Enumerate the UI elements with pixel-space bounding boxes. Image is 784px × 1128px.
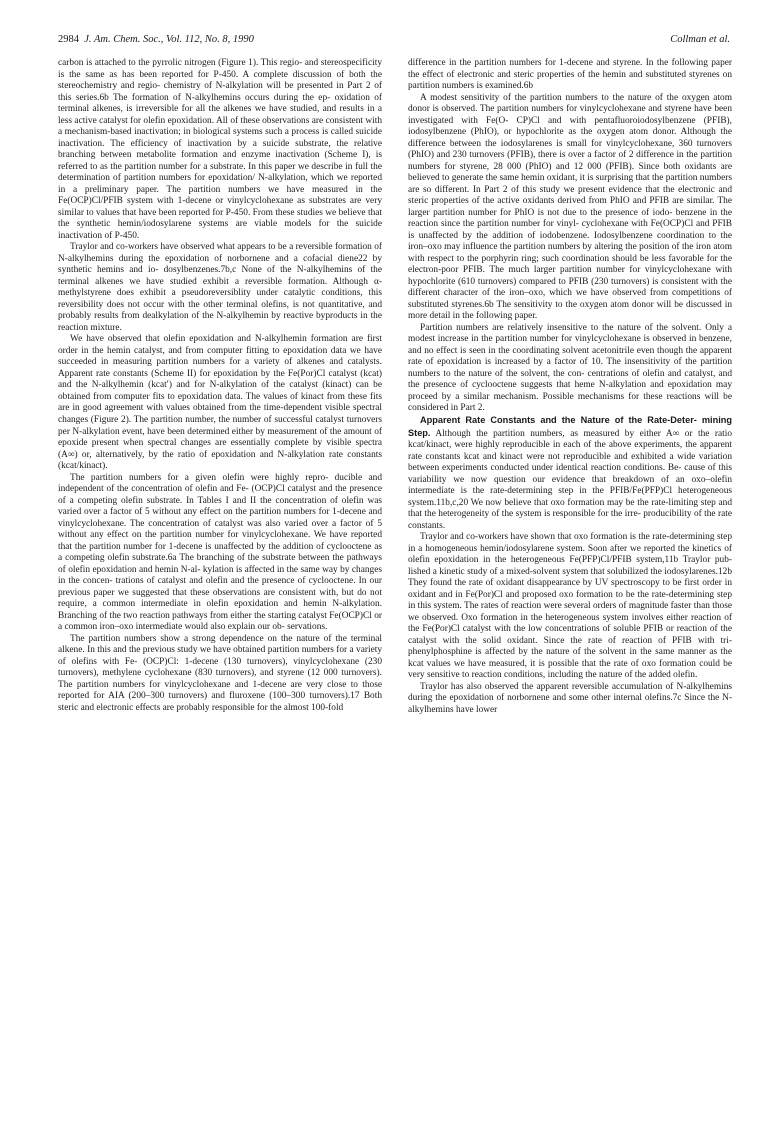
paragraph: carbon is attached to the pyrrolic nitrogen (Figure 1). This regio- and stereospecificity is the same as has been reported for P-450. A complete discussion of both the stereochemistry and regio- chemistry of N-alkylation will be presented in Part 2 of this series.6b The formation of N-alkylhemins occurs during the ep- oxidation of terminal alkenes, is irreversible for all the alkenes we have studied, and results in a less active catalyst for olefin epoxidation. All of these observations are consistent with a mechanism-based inactivation; in biological systems such a process is called suicide inactivation. The efficiency of inactivation by a suicide substrate, the relative branching between metabolite formation and enzyme inactivation (Scheme I), is referred to as the partition number for a substrate. In this paper we describe in full the determination of partition numbers for epoxidation/ N-alkylation, which we reported in a preliminary paper. The partition numbers we have measured in the Fe(OCP)Cl/PFIB system with 1-decene or vinylcyclohexane as substrates are very similar to values that have been reported for P-450. From these studies we believe that the synthetic hemin/iodosylarene systems are viable models for the suicide inactivation of P-450. xyxy=(58,58,382,241)
paragraph: The partition numbers show a strong dependence on the nature of the terminal alkene. In this and the previous study we have obtained partition numbers for a variety of olefins with Fe- (OCP)Cl: 1-decene (130 turnovers), vinylcyclohexane (230 turnovers), methylene cyclohexane (830 turnovers), and styrene (12 000 turnovers). The partition numbers for vinylcyclohexane and 1-decene are very close to those reported for AIA (200–300 turnovers) and fluroxene (100–300 turnovers).17 Both steric and electronic effects are probably responsible for the almost 100-fold xyxy=(58,633,382,713)
header-left xyxy=(58,33,254,47)
author-names: Collman et al. xyxy=(670,34,730,45)
section-paragraph xyxy=(408,415,732,532)
paragraph: Traylor has also observed the apparent reversible accumulation of N-alkylhemins during the epoxidation of norbornene and some other internal olefins.7c Since the N-alkylhemins have lower xyxy=(408,681,732,715)
paragraph: Traylor and co-workers have shown that oxo formation is the rate-determining step in a homogeneous hemin/iodosylarene system. Soon after we reported the kinetics of olefin epoxidation in the heterogeneous Fe(PFP)Cl/PFIB system,11b Traylor pub- lished a kinetic study of a mixed-solvent system that solubilized the iodosylarenes.12b They found the rate of oxidant disappearance by UV spectroscopy to be first order in oxidant and in Fe(Por)Cl and proposed oxo formation to be the rate-determining step in this system. The rates of reaction were several orders of magnitude faster than those we observed. Oxo formation in the heterogeneous system involves either reaction of the Fe(Por)Cl catalyst with the low concentrations of soluble PFIB or reaction of the catalyst with the solid oxidant. Since the rate of reaction of PFIB with tri- phenylphosphine is affected by the nature of the solvent in the same manner as the kcat values we have measured, it is possible that the rate of oxo formation could be very sensitive to reaction conditions, including the nature of the added olefin. xyxy=(408,532,732,681)
page-number: 2984 xyxy=(58,34,79,45)
paragraph: Traylor and co-workers have observed what appears to be a reversible formation of N-alkylhemins during the epoxidation of norbornene and a cofacial diene22 by synthetic hemins and io- dosylbenzenes.7b,c None of the N-alkylhemins of the terminal alkenes we have studied exhibit a reversible formation. Although α-methylstyrene does exhibit a pseudoreversiblity under catalytic conditions, this reversibility does not occur with the other terminal olefins, is not quantitative, and probably results from dealkylation of the N-alkylhemin by reactive byproducts in the reaction mixture. xyxy=(58,242,382,333)
left-column xyxy=(58,58,382,1108)
running-header xyxy=(58,33,730,47)
paragraph-body: Although the partition numbers, as measured by either A∞ or the ratio kcat/kinact, were highly reproducible in each of the above experiments, the apparent rate constants kcat and kinact were not reproducible and exhibited a wide variation between experiments conducted under identical reaction conditions. Be- cause of this variability we now question our evidence that breakdown of an oxo–olefin intermediate is the rate-determining step in the PFIB/Fe(PFP)Cl heterogeneous system.11b,c,20 We now believe that oxo formation may be the rate-limiting step and that the heterogeneity of the system is responsible for the irre- producibility of the rate constants. xyxy=(408,428,732,531)
paragraph: The partition numbers for a given olefin were highly repro- ducible and independent of the concentration of olefin and Fe- (OCP)Cl catalyst and the presence of a competing olefin substrate. In Tables I and II the concentration of olefin was varied over a factor of 5 without any effect on the partition numbers for 1-decene and vinylcyclohexane. The concentration of catalyst was also varied over a factor of 5 without any effect on the partition number for vinylcyclohexane. We have reported that the partition number for 1-decene is unaffected by the addition of cyclooctene as a competing olefin substrate.6a The branching of the substrate between the pathways of olefin epoxidation and hemin N-al- kylation is affected in the same way by changes in the concen- trations of catalyst and olefin and the presence of cyclooctene. In our previous paper we suggested that these observations are consistent with, but do not require, a common intermediate in olefin epoxidation and hemin N-alkylation. Branching of the two reaction pathways from either the starting catalyst Fe(OCP)Cl or a common iron–oxo intermediate would also explain our ob- servations. xyxy=(58,472,382,633)
paragraph: We have observed that olefin epoxidation and N-alkylhemin formation are first order in the hemin catalyst, and from computer fitting to epoxidation data we have succeeded in measuring partition numbers for a variety of alkenes and catalysts. Apparent rate constants (Scheme II) for epoxidation by the Fe(Por)Cl catalyst (kcat) and the N-alkylhemin (kcat′) and for N-alkylation of the catalyst (kinact) can be obtained from computer fits to epoxidation data. The values of kinact from these fits are in good agreement with values obtained from the time-dependent visible spectral changes (Figure 2). The partition number, the number of successful catalyst turnovers per N-alkylation event, have been determined either by measurement of the amount of epoxide present when spectral changes are essentially complete by visible spectra (A∞) or, alternatively, by the ratio of epoxidation and N-alkylation rate constants (kcat/kinact). xyxy=(58,334,382,472)
section-heading: Apparent Rate Constants and the Nature of the Rate-Deter- mining Step. xyxy=(408,414,732,438)
journal-citation: J. Am. Chem. Soc., Vol. 112, No. 8, 1990 xyxy=(84,34,254,45)
right-column xyxy=(408,58,732,1108)
paragraph: Partition numbers are relatively insensitive to the nature of the solvent. Only a modest increase in the partition number for vinylcyclohexane is observed in benzene, and no effect is seen in the coordinating solvent acetonitrile even though the apparent rate of epoxidation is increased by a factor of 10. The insensitivity of the partition numbers to the nature of the solvent, the con- centrations of olefin and catalyst, and the presence of cyclooctene suggests that heme N-alkylation and epoxidation may proceed by a similar mechanism. Possible mechanisms for these reactions will be considered in Part 2. xyxy=(408,322,732,414)
paragraph: A modest sensitivity of the partition numbers to the nature of the oxygen atom donor is observed. The partition numbers for vinylcyclohexane and styrene have been investigated with Fe(O- CP)Cl and with pentafluoroiodosylbenzene (PFIB), iodosylbenzene (PhIO), or hypochlorite as the oxygen atom donor. Although the difference between the iodosylarenes is small for vinylcyclohexane, 360 turnovers (PhIO) and 230 turnovers (PFIB), there is over a factor of 2 difference in the partition numbers for styrene, 28 000 (PhIO) and 12 000 (PFIB). Since both oxidants are believed to generate the same hemin oxidant, it is surprising that the partition numbers are so different. In Part 2 of this study we present evidence that the electronic and steric properties of the active oxidants derived from PhIO and PFIB are similar. The larger partition number for PhIO is not due to the presence of iodo- benzene in the reaction since the partition number for vinyl- cyclohexane with Fe(OCP)Cl and PFIB is unaffected by the addition of iodobenzene. Iodosylbenzene coordination to the iron–oxo may influence the partition numbers by altering the position of the iron atom with respect to the porphyrin ring; such coordination should be less favorable for the electron-poor PFIB. The much larger partition number for vinylcyclohexane with hypochlorite (610 turnovers) compared to PFIB (230 turnovers) is consistent with the different character of the iron–oxo, which we have observed from competitions of substituted styrenes.6b The sensitivity to the oxygen atom donor will be discussed in more detail in the following paper. xyxy=(408,92,732,322)
paragraph: difference in the partition numbers for 1-decene and styrene. In the following paper the effect of electronic and steric properties of the hemin and substituted styrenes on partition numbers is examined.6b xyxy=(408,58,732,92)
